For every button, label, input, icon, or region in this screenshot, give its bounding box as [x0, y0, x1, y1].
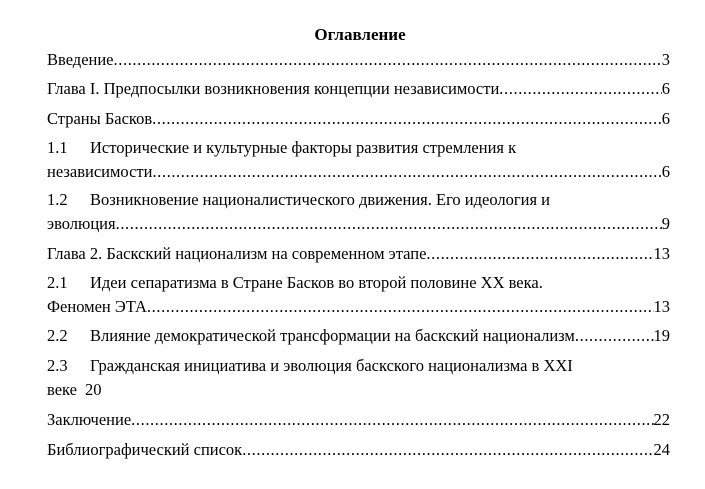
- toc-entry-section-2-3[interactable]: [47, 354, 670, 402]
- toc-title: Оглавление: [314, 25, 406, 44]
- toc-entry-text: Страны Басков: [47, 109, 153, 128]
- toc-page-number: 13: [653, 244, 670, 263]
- dot-leader: [152, 107, 662, 131]
- toc-entry-text: Заключение: [47, 410, 132, 429]
- toc-entry-section-1-1[interactable]: [47, 136, 670, 184]
- toc-entry-basque-countries[interactable]: [47, 107, 670, 131]
- toc-entry-text: Глава 2. Баскский национализм на современном этапе: [47, 244, 427, 263]
- toc-section-number: 1.1: [47, 138, 68, 157]
- dot-leader: [426, 242, 653, 266]
- toc-entry-section-2-2[interactable]: [47, 324, 670, 348]
- toc-section-number: 1.2: [47, 190, 68, 209]
- toc-entry-text: Возникновение националистического движения. Его идеология и: [90, 190, 551, 209]
- dot-leader: [147, 295, 654, 319]
- toc-entry-text: Библиографический список: [47, 440, 243, 459]
- toc-entry-section-2-1[interactable]: [47, 271, 670, 319]
- toc-entry-text: Гражданская инициатива и эволюция баскского национализма в XXI: [90, 356, 573, 375]
- toc-entry-text-continued: независимости: [47, 162, 153, 181]
- toc-entry-introduction[interactable]: [47, 48, 670, 72]
- toc-section-number: 2.2: [47, 326, 68, 345]
- toc-entry-text: Глава I. Предпосылки возникновения концепции независимости: [47, 79, 500, 98]
- toc-page-number: 6: [661, 109, 670, 128]
- toc-entry-bibliography[interactable]: [47, 438, 670, 462]
- toc-page-number: 20: [84, 380, 102, 399]
- dot-leader: [575, 324, 654, 348]
- toc-page-number: 24: [653, 440, 670, 459]
- dot-leader: [499, 77, 661, 101]
- toc-page-number: 3: [661, 50, 670, 69]
- toc-entry-text: Идеи сепаратизма в Стране Басков во второй половине XX века.: [90, 273, 543, 292]
- toc-entry-text-continued: веке: [47, 380, 77, 399]
- toc-entry-text-continued: Феномен ЭТА: [47, 297, 147, 316]
- dot-leader: [116, 212, 662, 236]
- toc-entry-conclusion[interactable]: [47, 408, 670, 432]
- toc-entry-text: Исторические и культурные факторы развития стремления к: [90, 138, 517, 157]
- toc-page-number: 19: [653, 326, 670, 345]
- toc-entry-chapter-1[interactable]: [47, 77, 670, 101]
- toc-page-number: 6: [661, 162, 670, 181]
- toc-page-number: 22: [653, 410, 670, 429]
- toc-section-number: 2.3: [47, 356, 68, 375]
- toc-page-number: 9: [661, 214, 670, 233]
- toc-section-number: 2.1: [47, 273, 68, 292]
- dot-leader: [152, 160, 661, 184]
- toc-entry-text: Влияние демократической трансформации на баскский национализм: [90, 326, 575, 345]
- toc-entry-text-continued: эволюция: [47, 214, 116, 233]
- toc-page-number: 6: [661, 79, 670, 98]
- toc-entry-section-1-2[interactable]: [47, 188, 670, 236]
- toc-entry-chapter-2[interactable]: [47, 242, 670, 266]
- dot-leader: [114, 48, 662, 72]
- toc-entry-text: Введение: [47, 50, 114, 69]
- toc-page-number: 13: [653, 297, 670, 316]
- dot-leader: [242, 438, 653, 462]
- dot-leader: [131, 408, 653, 432]
